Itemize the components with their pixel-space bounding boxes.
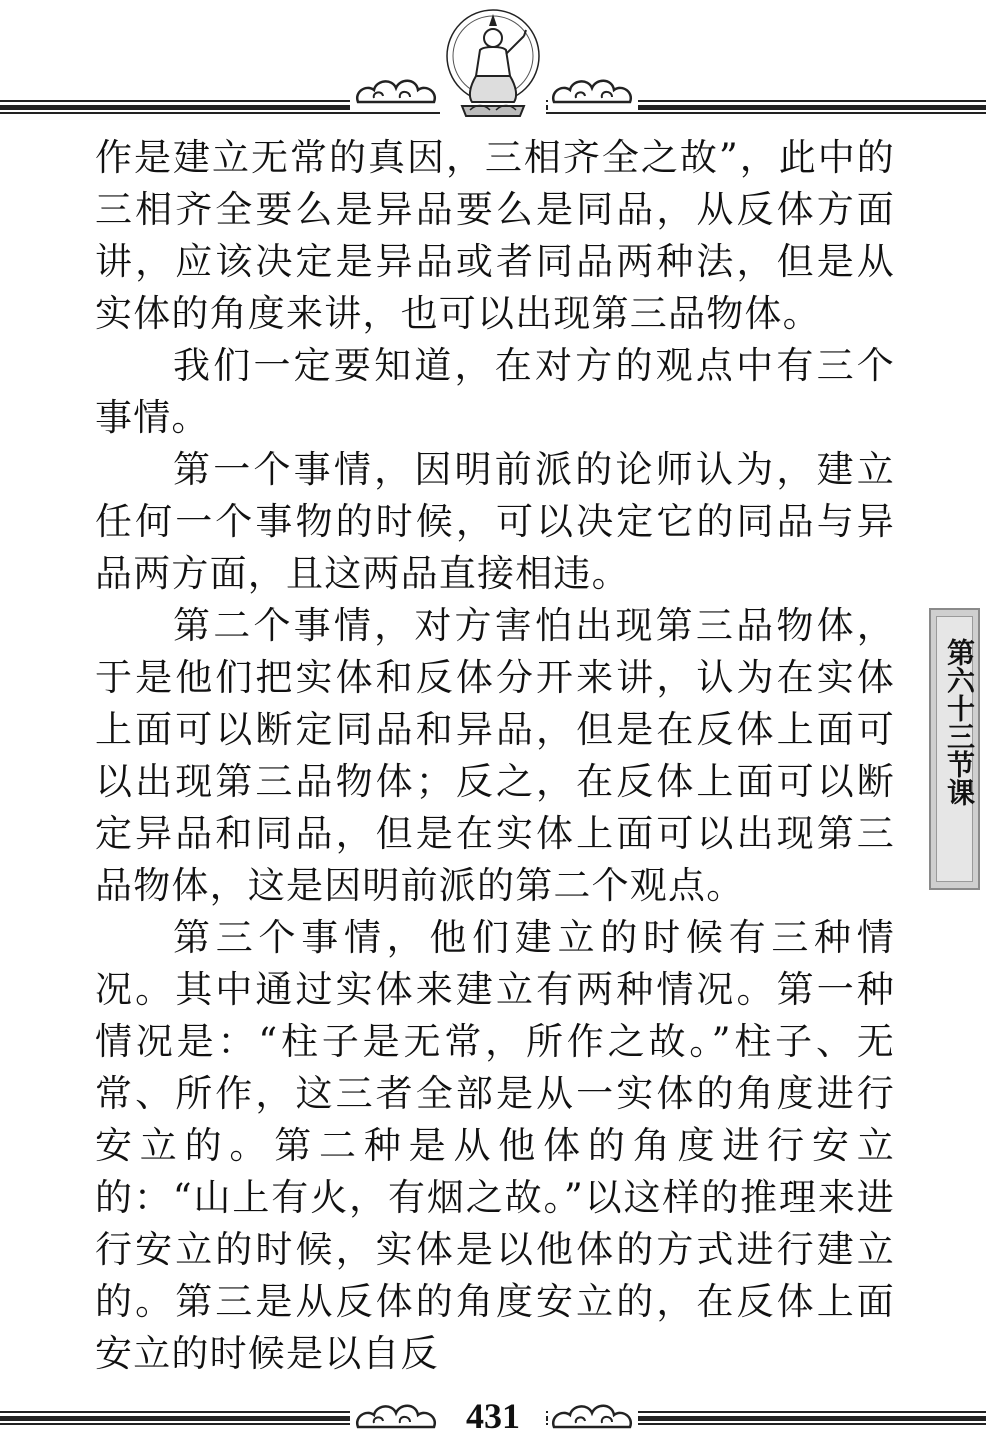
paragraph-2: 我们一定要知道，在对方的观点中有三个事情。: [95, 344, 895, 439]
page-number: 431: [466, 1396, 520, 1436]
page-header-ornament: [0, 0, 986, 125]
paragraph-1: 作是建立无常的真因，三相齐全之故”，此中的三相齐全要么是异品要么是同品，从反体方面讲，应该决定是异品或者同品两种法，但是从实体的角度来讲，也可以出现第三品物体。: [95, 136, 895, 335]
cloud-scroll-icon: [350, 70, 440, 110]
cloud-scroll-icon: [548, 70, 638, 110]
chapter-tab-label: 第六十三节课: [943, 638, 976, 806]
body-text: [95, 132, 895, 1380]
page-footer: [0, 1385, 986, 1443]
paragraph-5: 第三个事情，他们建立的时候有三种情况。其中通过实体来建立有两种情况。第一种情况是：“柱子是无常，所作之故。”柱子、无常、所作，这三者全部是从一实体的角度进行安立的。第二种是从他体的角度进行安立的：“山上有火，有烟之故。”以这样的推理来进行安立的时候，实体是以他体的方式进行建立的。第三是从反体的角度安立的，在反体上面安立的时候是以自反: [95, 916, 895, 1375]
paragraph-3: 第一个事情，因明前派的论师认为，建立任何一个事物的时候，可以决定它的同品与异品两方面，且这两品直接相违。: [95, 448, 895, 595]
chapter-side-tab: [929, 608, 980, 890]
cloud-scroll-icon: [350, 1395, 440, 1435]
deity-figure-icon: [440, 6, 546, 118]
paragraph-4: 第二个事情，对方害怕出现第三品物体，于是他们把实体和反体分开来讲，认为在实体上面可以断定同品和异品，但是在反体上面可以出现第三品物体；反之，在反体上面可以断定异品和同品，但是在实体上面可以出现第三品物体，这是因明前派的第二个观点。: [95, 604, 895, 907]
cloud-scroll-icon: [548, 1395, 638, 1435]
